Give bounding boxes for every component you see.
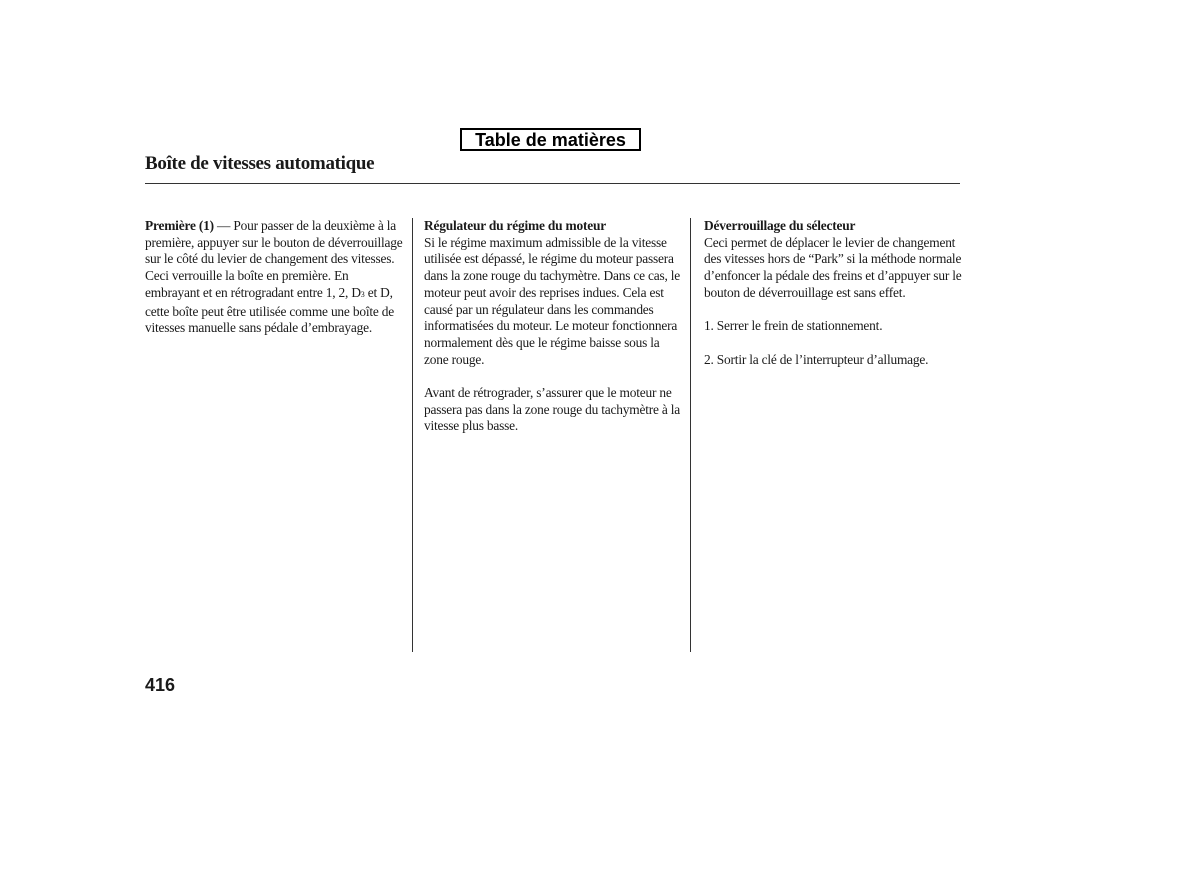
- column-regulateur: [424, 218, 684, 435]
- d3-subscript: 3: [360, 289, 365, 299]
- column-deverrouillage: [704, 218, 964, 368]
- step-1: 1. Serrer le frein de stationnement.: [704, 318, 883, 334]
- column-premiere: [145, 218, 405, 337]
- table-of-contents-button[interactable]: Table de matières: [460, 128, 641, 151]
- step-2: 2. Sortir la clé de l’interrupteur d’allumage.: [704, 351, 929, 367]
- em-dash: —: [217, 218, 231, 233]
- regulateur-heading: Régulateur du régime du moteur: [424, 218, 606, 233]
- premiere-paragraph: [145, 218, 405, 337]
- page-title: Boîte de vitesses automatique: [145, 153, 375, 174]
- column-divider-1: [412, 218, 413, 652]
- title-divider: [145, 183, 960, 184]
- column-divider-2: [690, 218, 691, 652]
- deverrouillage-heading: Déverrouillage du sélecteur: [704, 218, 856, 233]
- premiere-text-end: et D, cette boîte peut être utilisée comme une boîte de vitesses manuelle sans pédale d’embrayage.: [145, 284, 394, 336]
- deverrouillage-paragraph: Ceci permet de déplacer le levier de changement des vitesses hors de “Park” si la méthode normale d’enfoncer la pédale des freins et d’appuyer sur le bouton de déverrouillage est sans effet.: [704, 234, 962, 300]
- regulateur-paragraph-2: Avant de rétrograder, s’assurer que le moteur ne passera pas dans la zone rouge du tachymètre à la vitesse plus basse.: [424, 385, 681, 434]
- regulateur-paragraph-1: Si le régime maximum admissible de la vitesse utilisée est dépassé, le régime du moteur passera dans la zone rouge du tachymètre. Dans ce cas, le moteur peut avoir des reprises indues. Cela est causé par un régulateur dans les commandes informatisées du moteur. Le moteur fonctionnera normalement dès que le régime baisse sous la zone rouge.: [424, 234, 681, 367]
- premiere-heading: Première (1): [145, 218, 214, 233]
- page-number: 416: [145, 675, 176, 695]
- premiere-text: Pour passer de la deuxième à la première, appuyer sur le bouton de déverrouillage sur le côté du levier de changement des vitesses. Ceci verrouille la boîte en première. En embrayant et en rétrogradant entre 1, 2, D: [145, 218, 403, 300]
